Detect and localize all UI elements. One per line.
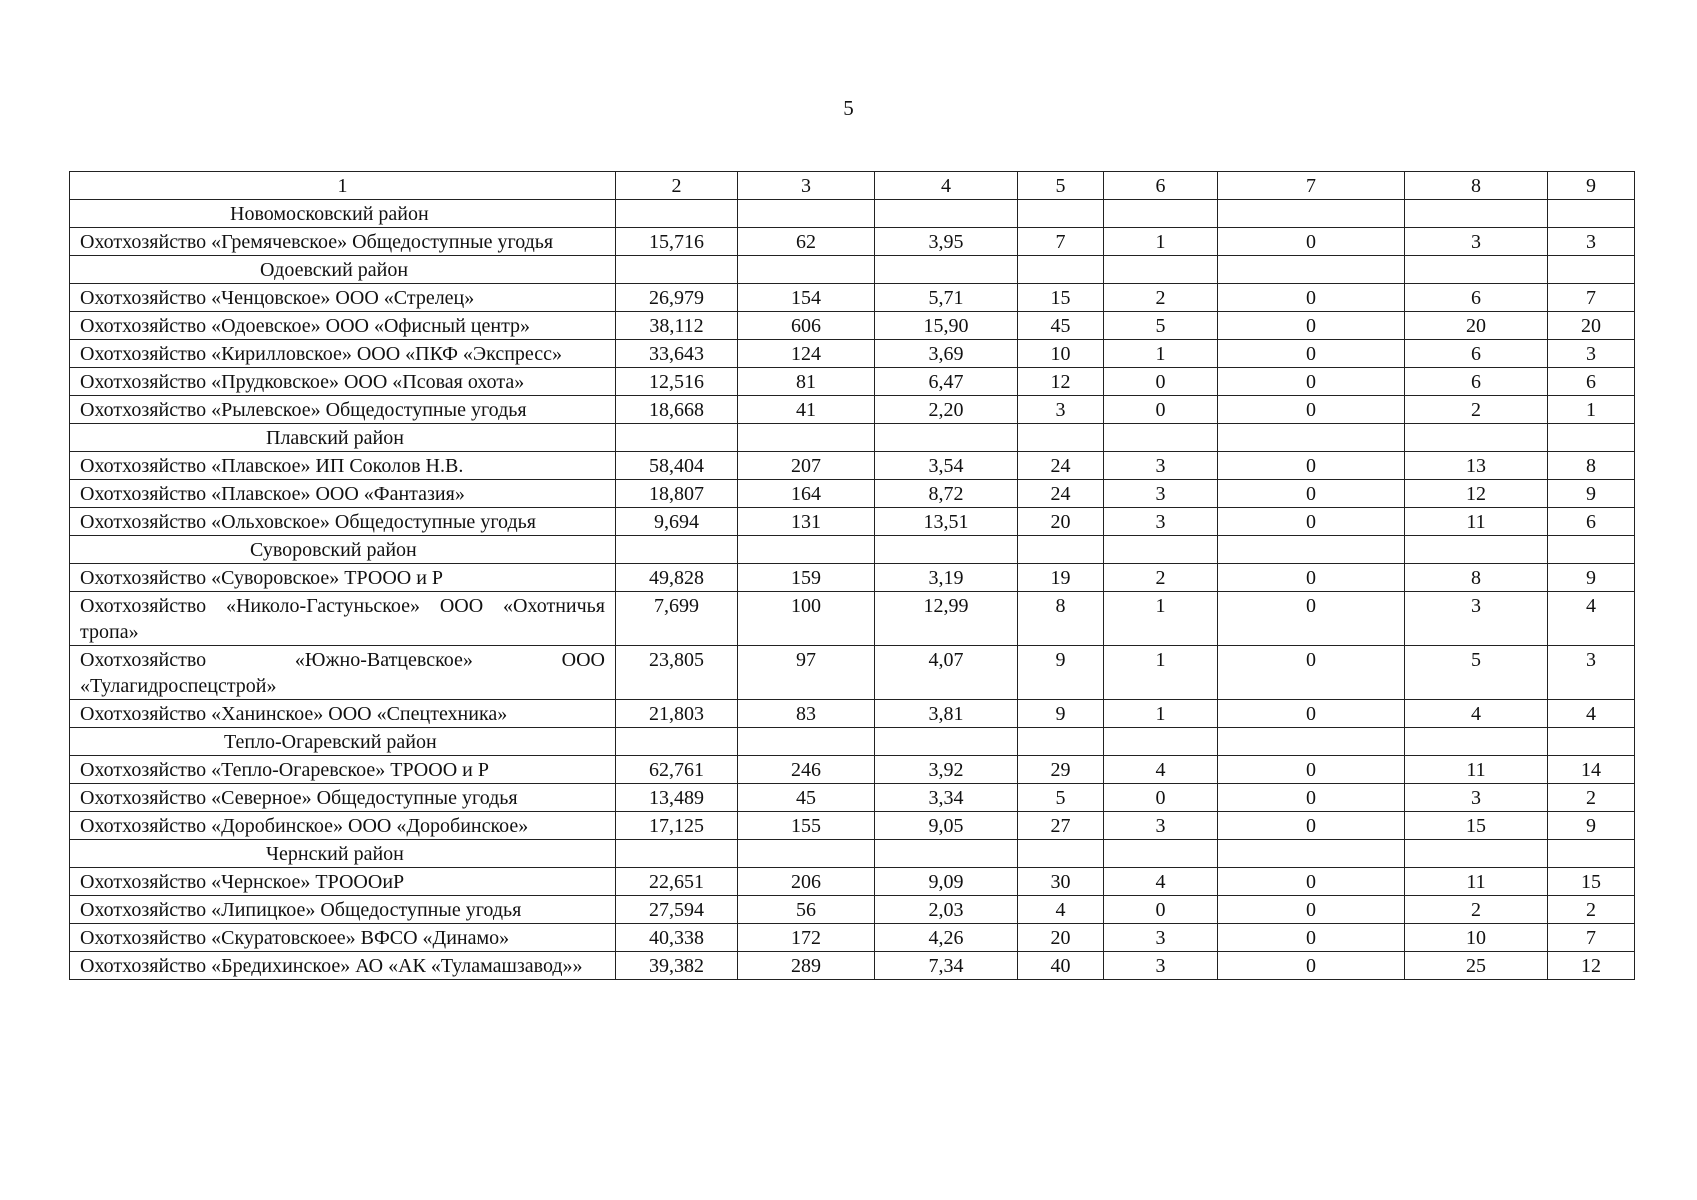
value-col-4: 5,71 — [875, 284, 1018, 312]
value-col-6: 1 — [1104, 700, 1218, 728]
value-col-3: 164 — [738, 480, 875, 508]
value-col-7: 0 — [1218, 452, 1405, 480]
hunting-ground-name: Охотхозяйство «Ченцовское» ООО «Стрелец» — [70, 284, 616, 312]
value-col-9: 3 — [1548, 228, 1635, 256]
value-col-7: 0 — [1218, 896, 1405, 924]
value-col-7: 0 — [1218, 228, 1405, 256]
value-col-2: 18,668 — [616, 396, 738, 424]
value-col-2: 17,125 — [616, 812, 738, 840]
value-col-5: 12 — [1018, 368, 1104, 396]
empty-cell — [1104, 536, 1218, 564]
table-row — [70, 868, 1635, 896]
value-col-9: 12 — [1548, 952, 1635, 980]
empty-cell — [1104, 424, 1218, 452]
value-col-7: 0 — [1218, 284, 1405, 312]
column-header-1: 1 — [70, 172, 616, 200]
table-row — [70, 368, 1635, 396]
value-col-6: 3 — [1104, 952, 1218, 980]
value-col-2: 49,828 — [616, 564, 738, 592]
empty-cell — [738, 256, 875, 284]
value-col-3: 207 — [738, 452, 875, 480]
value-col-9: 14 — [1548, 756, 1635, 784]
empty-cell — [875, 424, 1018, 452]
empty-cell — [1548, 840, 1635, 868]
table-body — [70, 172, 1635, 980]
district-name: Суворовский район — [250, 539, 417, 561]
value-col-2: 22,651 — [616, 868, 738, 896]
table-row — [70, 284, 1635, 312]
empty-cell — [738, 424, 875, 452]
value-col-9: 6 — [1548, 508, 1635, 536]
value-col-5: 20 — [1018, 508, 1104, 536]
value-col-4: 3,69 — [875, 340, 1018, 368]
table-row — [70, 508, 1635, 536]
value-col-2: 12,516 — [616, 368, 738, 396]
value-col-6: 3 — [1104, 480, 1218, 508]
value-col-9: 3 — [1548, 646, 1635, 700]
value-col-6: 0 — [1104, 784, 1218, 812]
value-col-4: 13,51 — [875, 508, 1018, 536]
table-row — [70, 646, 1635, 700]
value-col-8: 8 — [1405, 564, 1548, 592]
value-col-7: 0 — [1218, 952, 1405, 980]
value-col-2: 62,761 — [616, 756, 738, 784]
table-row — [70, 312, 1635, 340]
district-row — [70, 728, 1635, 756]
value-col-3: 289 — [738, 952, 875, 980]
hunting-ground-name: Охотхозяйство «Южно-Ватцевское» ООО «Тулагидроспецстрой» — [70, 646, 616, 700]
district-name: Новомосковский район — [230, 203, 429, 225]
district-name-cell — [70, 536, 616, 564]
hunting-ground-name: Охотхозяйство «Чернское» ТРОООиР — [70, 868, 616, 896]
empty-cell — [1218, 424, 1405, 452]
value-col-5: 24 — [1018, 480, 1104, 508]
value-col-2: 13,489 — [616, 784, 738, 812]
empty-cell — [875, 536, 1018, 564]
value-col-5: 19 — [1018, 564, 1104, 592]
district-name-cell — [70, 200, 616, 228]
value-col-4: 6,47 — [875, 368, 1018, 396]
table-row — [70, 452, 1635, 480]
value-col-3: 172 — [738, 924, 875, 952]
value-col-8: 4 — [1405, 700, 1548, 728]
value-col-7: 0 — [1218, 592, 1405, 646]
value-col-8: 3 — [1405, 228, 1548, 256]
value-col-9: 2 — [1548, 784, 1635, 812]
value-col-9: 6 — [1548, 368, 1635, 396]
column-header-3: 3 — [738, 172, 875, 200]
empty-cell — [616, 200, 738, 228]
value-col-2: 38,112 — [616, 312, 738, 340]
value-col-5: 9 — [1018, 700, 1104, 728]
value-col-2: 27,594 — [616, 896, 738, 924]
value-col-3: 97 — [738, 646, 875, 700]
value-col-6: 5 — [1104, 312, 1218, 340]
value-col-7: 0 — [1218, 812, 1405, 840]
value-col-5: 10 — [1018, 340, 1104, 368]
value-col-9: 8 — [1548, 452, 1635, 480]
hunting-ground-name: Охотхозяйство «Липицкое» Общедоступные угодья — [70, 896, 616, 924]
value-col-3: 45 — [738, 784, 875, 812]
value-col-5: 4 — [1018, 896, 1104, 924]
table-row — [70, 784, 1635, 812]
column-header-5: 5 — [1018, 172, 1104, 200]
table-row — [70, 480, 1635, 508]
district-name-cell — [70, 840, 616, 868]
value-col-3: 246 — [738, 756, 875, 784]
table-row — [70, 896, 1635, 924]
value-col-3: 83 — [738, 700, 875, 728]
value-col-6: 1 — [1104, 340, 1218, 368]
value-col-6: 1 — [1104, 646, 1218, 700]
table-row — [70, 700, 1635, 728]
value-col-5: 9 — [1018, 646, 1104, 700]
column-header-7: 7 — [1218, 172, 1405, 200]
column-header-9: 9 — [1548, 172, 1635, 200]
value-col-5: 29 — [1018, 756, 1104, 784]
value-col-6: 0 — [1104, 896, 1218, 924]
value-col-2: 15,716 — [616, 228, 738, 256]
empty-cell — [616, 256, 738, 284]
value-col-5: 5 — [1018, 784, 1104, 812]
value-col-3: 100 — [738, 592, 875, 646]
district-name: Тепло-Огаревский район — [224, 731, 437, 753]
value-col-4: 2,03 — [875, 896, 1018, 924]
value-col-2: 33,643 — [616, 340, 738, 368]
table-row — [70, 564, 1635, 592]
value-col-9: 3 — [1548, 340, 1635, 368]
value-col-2: 26,979 — [616, 284, 738, 312]
value-col-7: 0 — [1218, 756, 1405, 784]
table-row — [70, 228, 1635, 256]
empty-cell — [1218, 256, 1405, 284]
hunting-ground-name: Охотхозяйство «Одоевское» ООО «Офисный центр» — [70, 312, 616, 340]
value-col-3: 56 — [738, 896, 875, 924]
empty-cell — [1405, 840, 1548, 868]
hunting-ground-name: Охотхозяйство «Прудковское» ООО «Псовая охота» — [70, 368, 616, 396]
column-header-4: 4 — [875, 172, 1018, 200]
value-col-4: 7,34 — [875, 952, 1018, 980]
hunting-ground-name: Охотхозяйство «Тепло-Огаревское» ТРООО и Р — [70, 756, 616, 784]
empty-cell — [616, 424, 738, 452]
value-col-8: 3 — [1405, 592, 1548, 646]
empty-cell — [1405, 200, 1548, 228]
value-col-9: 2 — [1548, 896, 1635, 924]
value-col-2: 9,694 — [616, 508, 738, 536]
value-col-8: 6 — [1405, 368, 1548, 396]
empty-cell — [875, 256, 1018, 284]
hunting-ground-name: Охотхозяйство «Ольховское» Общедоступные угодья — [70, 508, 616, 536]
value-col-6: 3 — [1104, 508, 1218, 536]
empty-cell — [738, 200, 875, 228]
value-col-4: 3,54 — [875, 452, 1018, 480]
empty-cell — [1218, 200, 1405, 228]
value-col-2: 18,807 — [616, 480, 738, 508]
district-row — [70, 200, 1635, 228]
value-col-6: 3 — [1104, 452, 1218, 480]
value-col-6: 3 — [1104, 812, 1218, 840]
value-col-8: 12 — [1405, 480, 1548, 508]
value-col-8: 6 — [1405, 340, 1548, 368]
empty-cell — [1405, 424, 1548, 452]
table-row — [70, 952, 1635, 980]
value-col-9: 20 — [1548, 312, 1635, 340]
value-col-5: 30 — [1018, 868, 1104, 896]
column-header-6: 6 — [1104, 172, 1218, 200]
empty-cell — [1018, 728, 1104, 756]
empty-cell — [875, 200, 1018, 228]
value-col-5: 45 — [1018, 312, 1104, 340]
value-col-7: 0 — [1218, 868, 1405, 896]
value-col-3: 41 — [738, 396, 875, 424]
value-col-6: 4 — [1104, 868, 1218, 896]
value-col-5: 27 — [1018, 812, 1104, 840]
empty-cell — [1104, 728, 1218, 756]
table-row — [70, 812, 1635, 840]
hunting-grounds-table — [69, 171, 1635, 980]
value-col-8: 3 — [1405, 784, 1548, 812]
district-name-cell — [70, 256, 616, 284]
value-col-3: 131 — [738, 508, 875, 536]
value-col-6: 2 — [1104, 564, 1218, 592]
value-col-3: 62 — [738, 228, 875, 256]
empty-cell — [1218, 536, 1405, 564]
value-col-4: 3,92 — [875, 756, 1018, 784]
value-col-6: 1 — [1104, 592, 1218, 646]
empty-cell — [1104, 256, 1218, 284]
value-col-4: 3,34 — [875, 784, 1018, 812]
value-col-8: 15 — [1405, 812, 1548, 840]
district-name-cell — [70, 424, 616, 452]
empty-cell — [616, 536, 738, 564]
value-col-2: 7,699 — [616, 592, 738, 646]
empty-cell — [875, 840, 1018, 868]
value-col-7: 0 — [1218, 784, 1405, 812]
value-col-8: 6 — [1405, 284, 1548, 312]
value-col-7: 0 — [1218, 368, 1405, 396]
empty-cell — [1548, 424, 1635, 452]
value-col-9: 1 — [1548, 396, 1635, 424]
hunting-ground-name: Охотхозяйство «Скуратовскоеe» ВФСО «Динамо» — [70, 924, 616, 952]
empty-cell — [1018, 840, 1104, 868]
value-col-9: 4 — [1548, 592, 1635, 646]
value-col-7: 0 — [1218, 480, 1405, 508]
value-col-7: 0 — [1218, 312, 1405, 340]
value-col-3: 606 — [738, 312, 875, 340]
hunting-ground-name: Охотхозяйство «Суворовское» ТРООО и Р — [70, 564, 616, 592]
empty-cell — [1018, 200, 1104, 228]
column-header-2: 2 — [616, 172, 738, 200]
hunting-ground-name: Охотхозяйство «Рылевское» Общедоступные угодья — [70, 396, 616, 424]
value-col-8: 13 — [1405, 452, 1548, 480]
value-col-3: 206 — [738, 868, 875, 896]
value-col-3: 124 — [738, 340, 875, 368]
district-name: Чернский район — [266, 843, 404, 865]
value-col-6: 3 — [1104, 924, 1218, 952]
value-col-2: 21,803 — [616, 700, 738, 728]
value-col-3: 154 — [738, 284, 875, 312]
value-col-9: 15 — [1548, 868, 1635, 896]
value-col-5: 40 — [1018, 952, 1104, 980]
value-col-5: 20 — [1018, 924, 1104, 952]
value-col-3: 155 — [738, 812, 875, 840]
hunting-ground-name: Охотхозяйство «Ханинское» ООО «Спецтехника» — [70, 700, 616, 728]
value-col-9: 4 — [1548, 700, 1635, 728]
table-row — [70, 592, 1635, 646]
value-col-4: 8,72 — [875, 480, 1018, 508]
header-row — [70, 172, 1635, 200]
value-col-4: 3,19 — [875, 564, 1018, 592]
empty-cell — [1405, 728, 1548, 756]
value-col-8: 25 — [1405, 952, 1548, 980]
value-col-9: 7 — [1548, 284, 1635, 312]
hunting-ground-name: Охотхозяйство «Доробинское» ООО «Доробинское» — [70, 812, 616, 840]
hunting-ground-name: Охотхозяйство «Бредихинское» АО «АК «Туламашзавод»» — [70, 952, 616, 980]
hunting-ground-name: Охотхозяйство «Плавское» ООО «Фантазия» — [70, 480, 616, 508]
empty-cell — [1548, 536, 1635, 564]
value-col-5: 7 — [1018, 228, 1104, 256]
value-col-4: 3,81 — [875, 700, 1018, 728]
hunting-ground-name: Охотхозяйство «Кирилловское» ООО «ПКФ «Экспресс» — [70, 340, 616, 368]
hunting-ground-name: Охотхозяйство «Николо-Гастуньское» ООО «Охотничья тропа» — [70, 592, 616, 646]
district-row — [70, 840, 1635, 868]
empty-cell — [1548, 728, 1635, 756]
empty-cell — [738, 840, 875, 868]
empty-cell — [1018, 256, 1104, 284]
district-name: Одоевский район — [260, 259, 409, 281]
empty-cell — [1548, 256, 1635, 284]
value-col-5: 24 — [1018, 452, 1104, 480]
district-row — [70, 256, 1635, 284]
value-col-8: 11 — [1405, 756, 1548, 784]
empty-cell — [1218, 840, 1405, 868]
value-col-9: 9 — [1548, 480, 1635, 508]
empty-cell — [616, 728, 738, 756]
empty-cell — [1218, 728, 1405, 756]
value-col-5: 15 — [1018, 284, 1104, 312]
value-col-2: 40,338 — [616, 924, 738, 952]
value-col-7: 0 — [1218, 646, 1405, 700]
value-col-4: 3,95 — [875, 228, 1018, 256]
page-number: 5 — [843, 96, 854, 120]
empty-cell — [1018, 536, 1104, 564]
value-col-7: 0 — [1218, 340, 1405, 368]
hunting-ground-name: Охотхозяйство «Северное» Общедоступные угодья — [70, 784, 616, 812]
empty-cell — [1405, 536, 1548, 564]
value-col-3: 81 — [738, 368, 875, 396]
value-col-5: 3 — [1018, 396, 1104, 424]
value-col-4: 9,09 — [875, 868, 1018, 896]
value-col-5: 8 — [1018, 592, 1104, 646]
value-col-4: 12,99 — [875, 592, 1018, 646]
district-name: Плавский район — [266, 427, 404, 449]
empty-cell — [875, 728, 1018, 756]
table-row — [70, 924, 1635, 952]
value-col-8: 11 — [1405, 868, 1548, 896]
value-col-4: 9,05 — [875, 812, 1018, 840]
empty-cell — [1018, 424, 1104, 452]
value-col-9: 7 — [1548, 924, 1635, 952]
value-col-2: 23,805 — [616, 646, 738, 700]
empty-cell — [1548, 200, 1635, 228]
empty-cell — [1104, 200, 1218, 228]
value-col-4: 4,26 — [875, 924, 1018, 952]
empty-cell — [1405, 256, 1548, 284]
value-col-3: 159 — [738, 564, 875, 592]
hunting-ground-name: Охотхозяйство «Гремячевское» Общедоступные угодья — [70, 228, 616, 256]
value-col-9: 9 — [1548, 812, 1635, 840]
value-col-6: 0 — [1104, 368, 1218, 396]
value-col-8: 2 — [1405, 396, 1548, 424]
value-col-7: 0 — [1218, 508, 1405, 536]
value-col-2: 39,382 — [616, 952, 738, 980]
value-col-2: 58,404 — [616, 452, 738, 480]
value-col-7: 0 — [1218, 396, 1405, 424]
value-col-7: 0 — [1218, 564, 1405, 592]
value-col-8: 5 — [1405, 646, 1548, 700]
value-col-6: 1 — [1104, 228, 1218, 256]
value-col-8: 10 — [1405, 924, 1548, 952]
district-row — [70, 536, 1635, 564]
value-col-4: 2,20 — [875, 396, 1018, 424]
table-row — [70, 756, 1635, 784]
value-col-6: 2 — [1104, 284, 1218, 312]
value-col-7: 0 — [1218, 700, 1405, 728]
value-col-4: 4,07 — [875, 646, 1018, 700]
value-col-4: 15,90 — [875, 312, 1018, 340]
value-col-9: 9 — [1548, 564, 1635, 592]
district-row — [70, 424, 1635, 452]
district-name-cell — [70, 728, 616, 756]
empty-cell — [738, 728, 875, 756]
empty-cell — [738, 536, 875, 564]
column-header-8: 8 — [1405, 172, 1548, 200]
hunting-ground-name: Охотхозяйство «Плавское» ИП Соколов Н.В. — [70, 452, 616, 480]
empty-cell — [616, 840, 738, 868]
value-col-8: 2 — [1405, 896, 1548, 924]
value-col-8: 11 — [1405, 508, 1548, 536]
value-col-8: 20 — [1405, 312, 1548, 340]
value-col-6: 0 — [1104, 396, 1218, 424]
empty-cell — [1104, 840, 1218, 868]
value-col-7: 0 — [1218, 924, 1405, 952]
value-col-6: 4 — [1104, 756, 1218, 784]
table-row — [70, 340, 1635, 368]
table-row — [70, 396, 1635, 424]
